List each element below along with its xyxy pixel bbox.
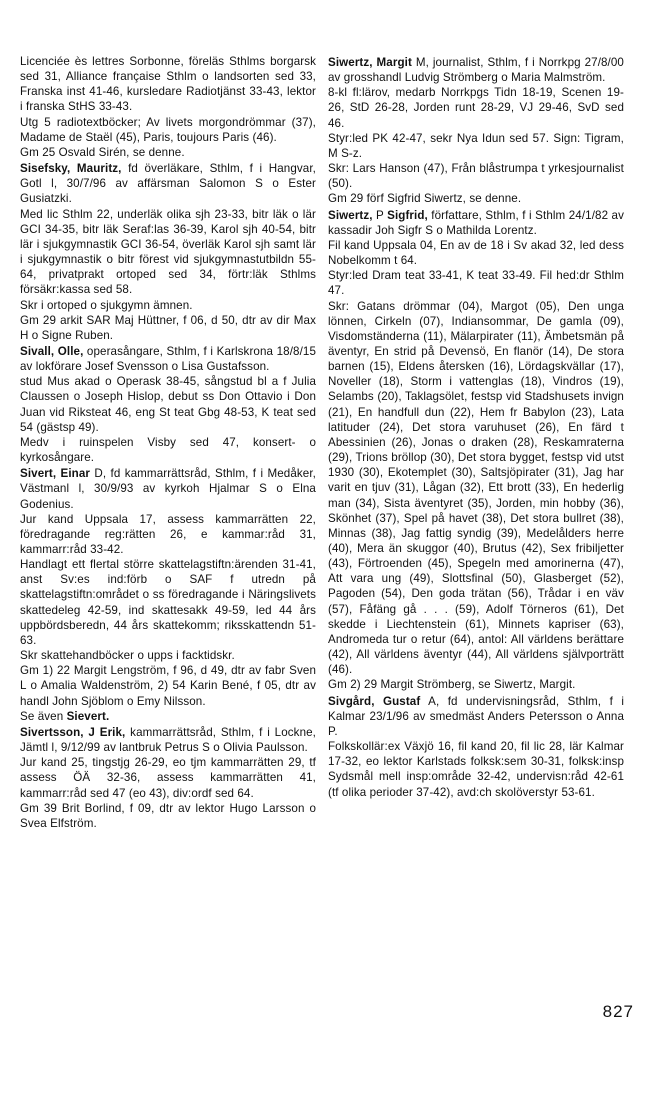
entry-paragraph: Skr i ortoped o sjukgymn ämnen.: [20, 298, 193, 312]
right-column: [328, 54, 624, 800]
biography-entry-sivert: Sivert, Einar D, fd kammarrättsråd, Sthlm, f i Medåker, Västmanl l, 30/9/93 av kyrkoh Hjalmar S o Elna Godenius.: [20, 467, 316, 511]
entry-headword: Sigfrid,: [387, 208, 428, 222]
entry-paragraph: Gm 39 Brit Borlind, f 09, dtr av lektor Hugo Larsson o Svea Elfström.: [20, 801, 316, 830]
biography-entry-sisefsky: Sisefsky, Mauritz, fd överläkare, Sthlm, f i Hangvar, Gotl l, 30/7/96 av affärsman Salomon S o Ester Gusiatzki.: [20, 162, 316, 206]
entry-paragraph: Med lic Sthlm 22, underläk olika sjh 23-33, bitr läk o lär GCI 34-35, bitr läk Seraf:las 36-39, Karol sjh 40-54, bitr lär i sjukgymnastik GCI 36-54, överläk Karol sjh samt lär i sjukgymnastik o bitr förest vid sjukgymnastutbildn 55-64, privatprakt ortoped sed 34, förtr:läk Sthlms försäkr:kassa sed 58.: [20, 207, 316, 297]
entry-paragraph: Styr:led PK 42-47, sekr Nya Idun sed 57. Sign: Tigram, M S-z.: [328, 131, 624, 160]
entry-paragraph: Gm 29 arkit SAR Maj Hüttner, f 06, d 50, dtr av dir Max H o Signe Ruben.: [20, 313, 316, 342]
entry-paragraph: Gm 25 Osvald Sirén, se denne.: [20, 145, 185, 159]
entry-paragraph: Gm 2) 29 Margit Strömberg, se Siwertz, Margit.: [328, 678, 576, 692]
entry-headword: Siwertz,: [328, 208, 373, 222]
biography-entry-siwertz-margit: Siwertz, Margit M, journalist, Sthlm, f i Norrkpg 27/8/00 av grosshandl Ludvig Strömberg o Maria Malmström.: [328, 56, 624, 85]
entry-paragraph: Jur kand 25, tingstjg 26-29, eo tjm kammarrätten 29, tf assess ÖÄ 32-36, assess kammarrätten 41, kammarr:råd sed 47 (eo 43), div:ordf sed 64.: [20, 756, 316, 800]
entry-paragraph: 8-kl fl:lärov, medarb Norrkpgs Tidn 18-19, Scenen 19-26, StD 26-28, Jorden runt 28-29, VJ 29-46, SvD sed 46.: [328, 86, 624, 130]
entry-paragraph: Skr skattehandböcker o upps i facktidskr.: [20, 649, 235, 663]
biography-entry-sivall: Sivall, Olle, operasångare, Sthlm, f i Karlskrona 18/8/15 av lokförare Josef Svensson o Lisa Gustafsson.: [20, 344, 316, 374]
entry-headword: Sivall, Olle,: [20, 344, 84, 358]
entry-paragraph: Fil kand Uppsala 04, En av de 18 i Sv akad 32, led dess Nobelkomm t 64.: [328, 238, 624, 268]
entry-paragraph: Styr:led Dram teat 33-41, K teat 33-49. Fil hed:dr Sthlm 47.: [328, 269, 624, 298]
entry-paragraph: Folkskollär:ex Växjö 16, fil kand 20, fil lic 28, lär Kalmar 17-32, eo lektor Karlstads folksk:sem 30-31, folksk:insp Sydsmål mell insp:område 32-42, undervisn:råd 42-61 (tf olika perioder 37-42), avd:ch skolöverstyr 53-61.: [328, 740, 624, 799]
entry-paragraph: Skr: Lars Hanson (47), Från blåstrumpa t yrkesjournalist (50).: [328, 162, 624, 191]
entry-headword: Siwertz, Margit: [328, 56, 412, 69]
entry-paragraph: Licenciée ès lettres Sorbonne, föreläs Sthlms borgarsk sed 31, Alliance française Sthlm o landsorten sed 33, Franska inst 41-46, kursledare Radiotjänst 33-43, lektor i franska StHS 33-43.: [20, 55, 316, 114]
entry-paragraph: stud Mus akad o Operask 38-45, sångstud bl a f Julia Claussen o Joseph Hislop, debut ss Don Ottavio i Don Juan vid Riksteat 46, eng St teat Gbg 48-53, K teat sed 54 (gästsp 49).: [20, 375, 316, 434]
entry-headword: Sisefsky, Mauritz,: [20, 162, 122, 176]
entry-headword: Sivgård, Gustaf: [328, 694, 421, 708]
biography-entry-sivgard: Sivgård, Gustaf A, fd undervisningsråd, Sthlm, f i Kalmar 23/1/96 av smedmäst Anders Petersson o Anna P.: [328, 694, 625, 738]
biography-entry-sivertsson: Sivertsson, J Erik, kammarrättsråd, Sthlm, f i Lockne, Jämtl l, 9/12/99 av lantbruk Petrus S o Olivia Paulsson.: [20, 725, 316, 755]
entry-paragraph: Utg 5 radiotextböcker; Av livets morgondrömmar (37), Madame de Staël (45), Paris, toujours Paris (46).: [20, 115, 316, 144]
entry-headword: Sivertsson, J Erik,: [20, 725, 126, 739]
left-column: [20, 54, 316, 831]
biography-entry-siwertz-sigfrid: Siwertz, P Sigfrid, författare, Sthlm, f i Sthlm 24/1/82 av kassadir Joh Sigfr S o Mathilda Lorentz.: [328, 208, 624, 237]
entry-paragraph: Gm 29 förf Sigfrid Siwertz, se denne.: [328, 192, 522, 206]
entry-paragraph: Medv i ruinspelen Visby sed 47, konsert- o kyrkosångare.: [20, 435, 316, 465]
entry-paragraph: Gm 1) 22 Margit Lengström, f 96, d 49, dtr av fabr Sven L o Amalia Waldenström, 2) 54 Karin Bené, f 05, dtr av handl John Sjöblom o Emy Nilsson.: [20, 664, 316, 708]
entry-paragraph: Handlagt ett flertal större skattelagstiftn:ärenden 31-41, anst Sv:es ind:förb o SAF f utredn på skattelagstiftn:området o ss föredragande i Näringslivets skattedeleg 42-59, ind skattesakk 49-59, led 44 års uppbördsberedn, 44 års skattekomm; riksskattendn 51-63.: [20, 558, 316, 647]
see-also-reference: Se även Sievert.: [20, 709, 110, 723]
page-number: 827: [602, 1002, 634, 1021]
entry-paragraph: Jur kand Uppsala 17, assess kammarrätten 22, föredragande reg:rätten 26, e kammar:råd 31, kammarr:råd 33-42.: [20, 512, 316, 556]
entry-paragraph: Skr: Gatans drömmar (04), Margot (05), Den unga lönnen, Cirkeln (07), Indiansommar, De gamla (09), Visdomständerna (11), Mälarpirater (11), Ämbetsmän på äventyr, En strid på Devensö, En flanör (14), De stora barnen (15), Eldens återsken (16), Lördagskvällar (17), Noveller (18), Storm i vattenglas (18), Vindros (19), Selambs (20), Taklagsölet, festsp vid Stadshusets invign (21), En handfull dun (22), Hem fr Babylon (23), Lata latituder (24), Det stora varuhuset (26), En färd t Abessinien (26), Jonas o draken (28), Reskamraterna (29), Trions bröllop (30), Det stora bygget, festsp vid utst 1930 (30), Ekotemplet (30), Saltsjöpirater (31), Jag har varit en tjuv (31), Lågan (32), Ett brott (33), En hederlig man (34), Sista äventyret (35), Jorden, min hobby (36), Skönhet (37), Spel på havet (38), Det stora bullret (38), Minnas (38), Jag fattig syndig (39), Medelålders herre (40), Mera än skuggor (40), Brutus (42), Sex fribiljetter (43), Förtroenden (45), Spegeln med amorinerna (47), Att vara ung (49), Slottsfinal (50), Glasberget (52), Pagoden (54), Den goda trätan (56), Trådar i en väv (57), Fåfäng gå . . . (59), Adolf Törneros (61), Det skedde i Liechtenstein (61), Minnets kapriser (63), Andromeda tur o retur (64), antol: All världens berättare (42), All världens äventyr (44), All världens självporträtt (46).: [328, 299, 624, 677]
entry-headword: Sivert, Einar: [20, 467, 90, 481]
